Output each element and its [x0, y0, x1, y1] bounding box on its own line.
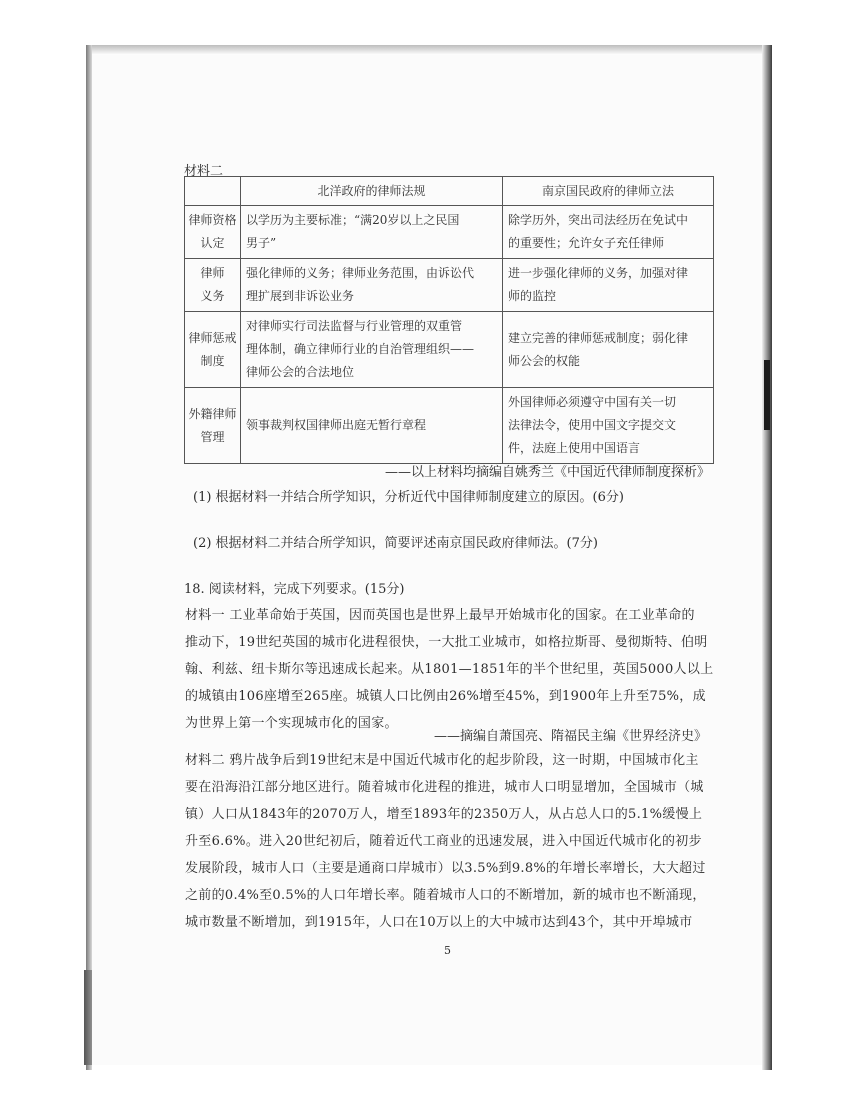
beiyang-cell: 以学历为主要标准；“满20岁以上之民国 男子” [241, 206, 503, 259]
question-1: (1) 根据材料一并结合所学知识，分析近代中国律师制度建立的原因。(6分) [193, 490, 624, 505]
table-row [185, 206, 714, 259]
table-row [185, 312, 714, 388]
material1-line: 为世界上第一个实现城市化的国家。 [185, 716, 398, 731]
material1-line: 翰、利兹、纽卡斯尔等迅速成长起来。从1801—1851年的半个世纪里，英国5000人以上 [185, 662, 714, 677]
scan-right-mark [764, 360, 770, 430]
beiyang-cell: 领事裁判权国律师出庭无暂行章程 [241, 388, 503, 464]
nanjing-cell: 除学历外，突出司法经历在免试中 的重要性；允许女子充任律师 [503, 206, 714, 259]
lawyer-law-table [184, 176, 714, 464]
row-label: 律师惩戒 制度 [185, 312, 241, 388]
material2-label: 材料二 [184, 164, 224, 179]
source-citation-2: ——摘编自萧国亮、隋福民主编《世界经济史》 [434, 729, 708, 744]
scan-top-edge [92, 45, 764, 55]
material2-line: 城市数量不断增加，到1915年，人口在10万以上的大中城市达到43个，其中开埠城市 [185, 915, 693, 930]
scan-right-edge [762, 45, 772, 1070]
row-label: 外籍律师 管理 [185, 388, 241, 464]
nanjing-cell: 外国律师必须遵守中国有关一切 法律法令，使用中国文字提交文 件，法庭上使用中国语言 [503, 388, 714, 464]
material1-line: 推动下，19世纪英国的城市化进程很快，一大批工业城市，如格拉斯哥、曼彻斯特、伯明 [185, 635, 708, 650]
nanjing-cell: 进一步强化律师的义务，加强对律 师的监控 [503, 259, 714, 312]
table-header-beiyang: 北洋政府的律师法规 [241, 177, 503, 206]
material1-line: 材料一 工业革命始于英国，因而英国也是世界上最早开始城市化的国家。在工业革命的 [185, 608, 695, 623]
row-label: 律师资格 认定 [185, 206, 241, 259]
beiyang-cell: 强化律师的义务；律师业务范围，由诉讼代 理扩展到非诉讼业务 [241, 259, 503, 312]
table-header-empty [185, 177, 241, 206]
material2-line: 之前的0.4%至0.5%的人口年增长率。随着城市人口的不断增加，新的城市也不断涌现， [185, 888, 706, 903]
table-row [185, 388, 714, 464]
material2-line: 镇）人口从1843年的2070万人，增至1893年的2350万人，从占总人口的5.1%缓慢上 [185, 807, 703, 822]
nanjing-cell: 建立完善的律师惩戒制度；弱化律 师公会的权能 [503, 312, 714, 388]
question-18-heading: 18. 阅读材料，完成下列要求。(15分) [184, 582, 405, 597]
question-2: (2) 根据材料二并结合所学知识，简要评述南京国民政府律师法。(7分) [193, 536, 598, 551]
material2-line: 材料二 鸦片战争后到19世纪末是中国近代城市化的起步阶段，这一时期，中国城市化主 [185, 753, 699, 768]
table-header-row [185, 177, 714, 206]
beiyang-cell: 对律师实行司法监督与行业管理的双重管 理体制，确立律师行业的自治管理组织—— 律师公会的合法地位 [241, 312, 503, 388]
row-label: 律师 义务 [185, 259, 241, 312]
source-citation-1: ——以上材料均摘编自姚秀兰《中国近代律师制度探析》 [385, 465, 711, 480]
material1-line: 的城镇由106座增至265座。城镇人口比例由26%增至45%，到1900年上升至75%，成 [185, 689, 706, 704]
material2-line: 发展阶段，城市人口（主要是通商口岸城市）以3.5%到9.8%的年增长率增长，大大超过 [185, 861, 706, 876]
material2-line: 要在沿海沿江部分地区进行。随着城市化进程的推进，城市人口明显增加，全国城市（城 [185, 780, 704, 795]
page-number: 5 [444, 944, 451, 957]
table-header-nanjing: 南京国民政府的律师立法 [503, 177, 714, 206]
table-row [185, 259, 714, 312]
material2-line: 升至6.6%。进入20世纪初后，随着近代工商业的迅速发展，进入中国近代城市化的初步 [185, 834, 702, 849]
